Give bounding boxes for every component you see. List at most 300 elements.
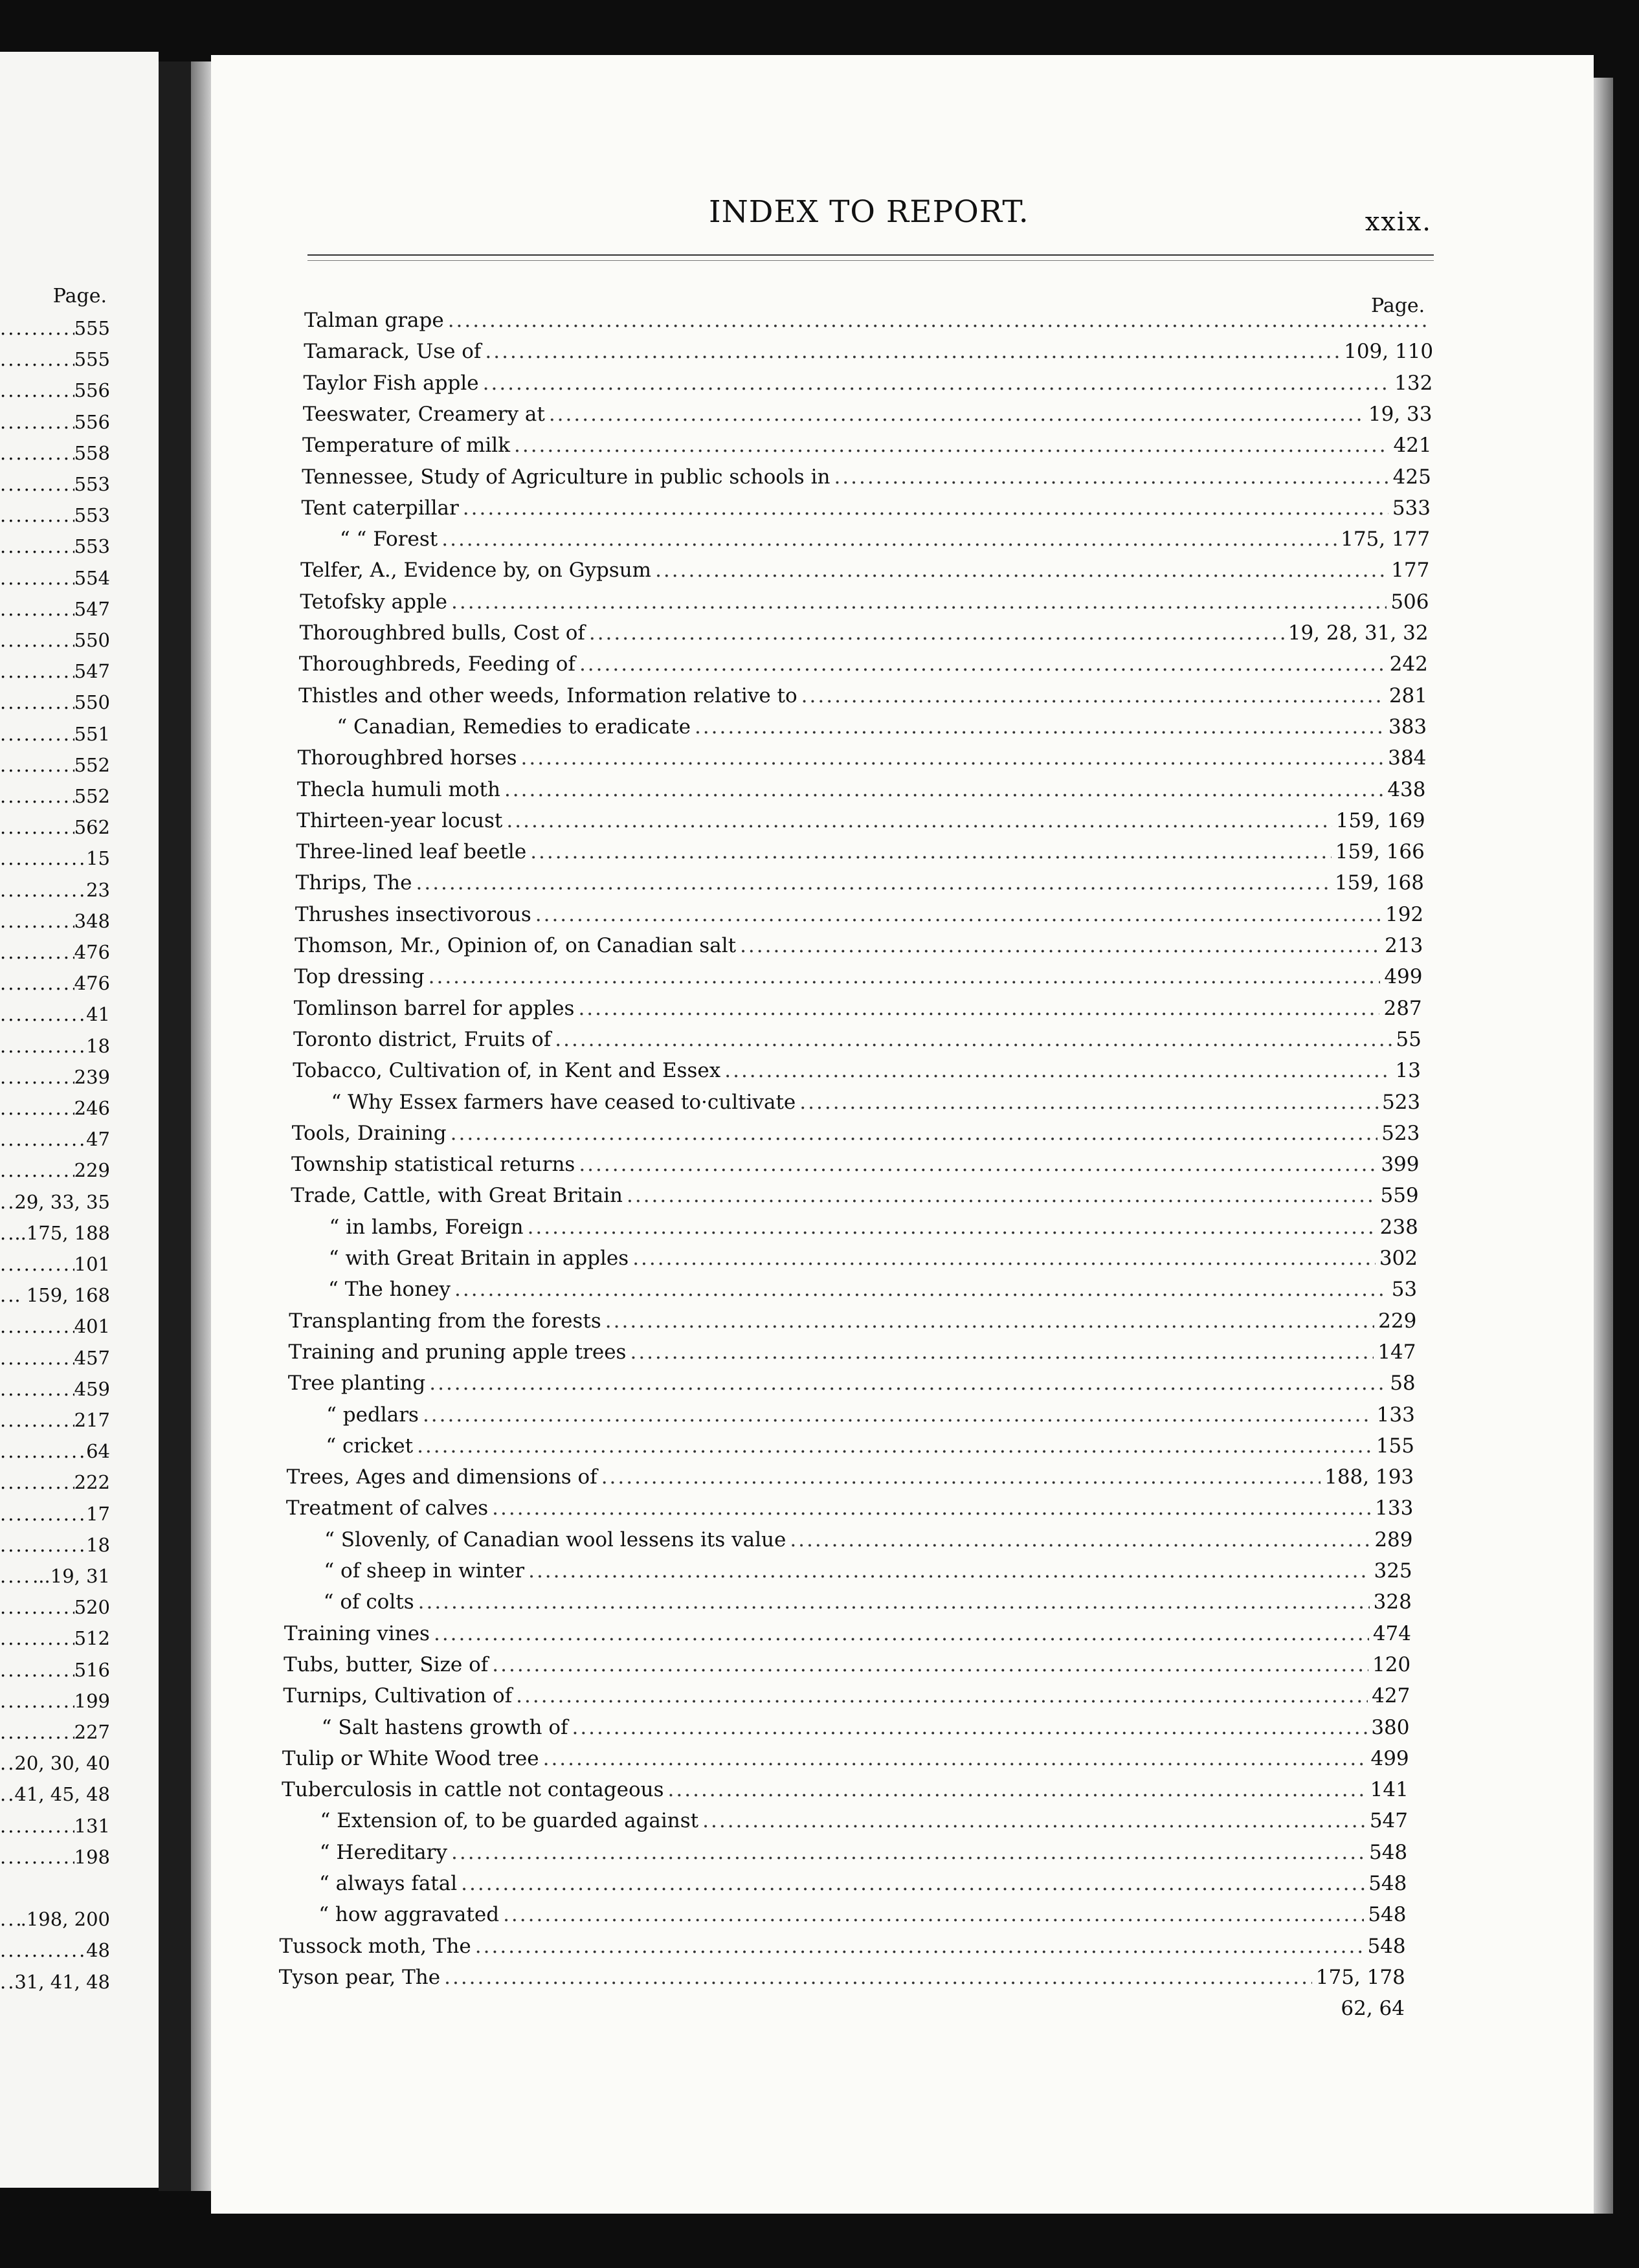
left-page-entry [0,910,110,932]
dot-leader [724,1058,1391,1084]
left-page-number: 17 [86,1502,110,1525]
index-entry [331,1089,1420,1115]
index-entry-text: Thoroughbred bulls, Cost of [299,621,585,645]
index-entry [319,1871,1407,1896]
left-page-number: 476 [74,972,110,995]
index-entry-text: Transplanting from the forests [289,1309,601,1333]
index-entry [326,1433,1414,1459]
index-entry [300,620,1429,646]
index-entry-page: 427 [1372,1684,1410,1708]
left-page-number: 227 [74,1721,110,1743]
left-page-number: 229 [74,1159,110,1182]
index-entry-page: 133 [1375,1496,1414,1520]
dot-leader [834,464,1388,490]
index-entry [293,1027,1422,1052]
dot-leader [492,1652,1368,1678]
index-entry-page: 559 [1380,1184,1419,1208]
left-page-entry [0,1191,110,1213]
page-column-label: Page. [1371,295,1425,317]
index-entry-page: 132 [1394,371,1433,395]
index-entry-page: 175, 177 [1341,528,1431,551]
index-entry-page: 523 [1381,1090,1421,1114]
left-page-number: 131 [74,1814,110,1837]
dot-leader [0,317,74,339]
dot-leader [0,1846,74,1868]
index-entry-page: 147 [1377,1340,1416,1364]
index-entry [283,1683,1410,1709]
page-folio-number: xxix. [1365,207,1432,237]
index-entry-text: Turnips, Cultivation of [283,1684,513,1708]
left-page-number: 553 [74,473,110,495]
index-entry [324,1527,1412,1553]
left-page-number: 199 [74,1689,110,1712]
left-page-number: 547 [74,597,110,620]
index-entry-page: 53 [1391,1278,1418,1302]
left-page-entry [0,723,110,745]
index-entry-page: 159, 169 [1335,808,1425,832]
index-entry-text: Tools, Draining [291,1121,447,1145]
index-entry-page: 548 [1368,1903,1407,1927]
index-entry-text: Training and pruning apple trees [288,1340,627,1364]
left-page-entry [0,1409,110,1431]
header-rule-thin [307,260,1434,261]
index-entry-page: 229 [1378,1309,1417,1333]
dot-leader [0,1347,74,1369]
dot-leader [0,1721,74,1743]
left-page-number: 15 [86,847,110,870]
left-page-entry [0,598,110,620]
dot-leader [528,1214,1376,1240]
left-page-entry [0,629,110,651]
dot-leader [461,1871,1365,1896]
index-entry-text: Taylor Fish apple [303,371,479,395]
index-entry-text: “ with Great Britain in apples [328,1247,629,1270]
dot-leader [418,1589,1370,1615]
index-entry [328,1276,1417,1302]
left-page-number: 516 [74,1658,110,1681]
left-page-entry [0,972,110,994]
index-entry-text: Thecla humuli moth [296,777,500,801]
dot-leader [0,1253,74,1275]
index-entry-text: Thoroughbreds, Feeding of [298,652,575,676]
index-entry [291,1183,1418,1208]
left-page-entry [0,379,110,401]
left-page-number: 222 [74,1471,110,1494]
dot-leader [0,785,74,807]
index-entry-page: 177 [1391,559,1430,583]
index-entry [286,1495,1413,1521]
index-entry [337,714,1427,740]
index-entry [300,589,1429,615]
index-entry [296,808,1425,834]
index-entry-text: Tyson pear, The [278,1965,441,1989]
left-page-number: 556 [74,379,110,402]
index-entry [297,777,1426,803]
index-entry [284,1621,1411,1647]
index-entry-page: 548 [1367,1934,1406,1958]
index-entry-text: “ pedlars [326,1403,419,1427]
left-page-entry [0,754,110,776]
dot-leader [579,1151,1377,1177]
index-entry-page: 213 [1385,934,1423,957]
dot-leader [0,723,74,745]
left-page-entry [0,1035,110,1057]
dot-leader [429,1370,1386,1396]
left-page-entry [0,691,110,713]
dot-leader [444,1964,1312,1990]
index-entry-text: Thistles and other weeds, Information relative to [298,684,797,707]
index-entry-text: Thirteen-year locust [296,808,503,832]
left-page-entry [0,1284,110,1306]
left-page-entry [0,1877,110,1899]
dot-leader [434,1621,1369,1647]
index-entry-text: “ Extension of, to be guarded against [320,1809,699,1833]
dot-leader [702,1808,1366,1834]
index-entry-page: 109, 110 [1344,340,1434,364]
index-entry [303,401,1433,427]
index-entry [324,1589,1412,1615]
left-page-number: 551 [74,722,110,745]
index-entry-page: 242 [1389,652,1428,676]
dot-leader [0,348,74,370]
left-page-entry [0,1846,110,1868]
left-page-entry [0,1908,110,1930]
index-entry-page: 19, 28, 31, 32 [1288,621,1429,645]
left-page-entry [0,941,110,963]
left-page-entry [0,1253,110,1275]
dot-leader [417,1433,1372,1459]
left-page-entry [0,1596,110,1618]
index-entry-page: 155 [1376,1434,1414,1458]
index-entry [289,1308,1416,1334]
dot-leader [0,816,74,838]
left-page-entry [0,1752,110,1774]
left-page-number: 31, 41, 48 [14,1970,110,1993]
left-page-entry [0,567,110,589]
dot-leader [0,1908,21,1930]
dot-leader [0,1627,74,1649]
index-entry-text: Tree planting [287,1372,426,1395]
index-entry-text: “ Hereditary [319,1840,447,1864]
dot-leader [475,1933,1364,1959]
dot-leader [0,879,86,901]
dot-leader [451,589,1387,615]
left-page-entry [0,660,110,682]
index-entry-text: Thoroughbred horses [297,746,517,770]
dot-leader [454,1276,1388,1302]
left-page-entry [0,1783,110,1805]
index-entry-page: 425 [1392,465,1431,489]
dot-leader [0,1159,74,1181]
left-page-entry [0,847,110,869]
dot-leader [0,1939,86,1961]
index-entry-page: 55 [1396,1027,1422,1051]
left-page-number: 554 [74,566,110,589]
index-entry-text: Township statistical returns [291,1153,575,1177]
index-entry [295,933,1423,959]
index-entry [296,870,1424,896]
left-page-number: 217 [74,1409,110,1431]
left-page-number: 348 [74,909,110,932]
index-entry [296,839,1424,865]
index-entry [302,495,1431,521]
dot-leader [451,1120,1378,1146]
left-page [0,52,159,2188]
dot-leader [0,972,74,994]
left-page-entry [0,1378,110,1400]
dot-leader [429,964,1381,990]
left-page-number: 23 [86,878,110,901]
index-entry [324,1558,1412,1584]
index-entry-text: “ The honey [328,1278,451,1302]
index-entry [282,1777,1409,1803]
index-entry [282,1746,1409,1772]
left-page-entry [0,1815,110,1837]
index-entry-page: 281 [1388,684,1427,707]
index-entry-page: 289 [1374,1528,1413,1551]
index-entry-page: 421 [1393,434,1432,458]
dot-leader [605,1308,1374,1334]
index-entry-page: 384 [1388,746,1427,770]
dot-leader [521,745,1385,771]
index-entry [302,432,1432,458]
dot-leader [0,1690,74,1712]
index-entry-text: “ Why Essex farmers have ceased to·cultivate [331,1090,796,1114]
dot-leader [668,1777,1366,1803]
left-page-entry [0,1565,110,1587]
index-entry [326,1402,1415,1428]
dot-leader [627,1183,1376,1208]
dot-leader [0,1066,74,1088]
page-curve-shadow [191,61,212,2191]
dot-leader [0,1971,14,1993]
index-entry [298,745,1427,771]
dot-leader [549,401,1365,427]
dot-leader [0,379,74,401]
left-page-number: 401 [74,1315,110,1338]
index-entry-text: Telfer, A., Evidence by, on Gypsum [300,559,652,583]
left-page-entry [0,1659,110,1681]
left-page-number: .198, 200 [20,1908,110,1931]
index-entry-text: “ in lambs, Foreign [329,1215,524,1239]
dot-leader [492,1495,1371,1521]
dot-leader [0,1503,86,1525]
left-page-number: 552 [74,753,110,776]
left-page-entry [0,1222,110,1244]
dot-leader [0,660,74,682]
index-entry-page: 238 [1379,1215,1418,1239]
dot-leader [0,754,74,776]
dot-leader [0,1284,14,1306]
index-entry [295,902,1423,928]
left-page-entry [0,317,110,339]
index-entry-text: Three-lined leaf beetle [296,840,527,864]
left-page-entry [0,816,110,838]
index-entry [320,1808,1408,1834]
dot-leader [0,598,74,620]
dot-leader [555,1027,1392,1052]
dot-leader [0,535,74,557]
dot-leader [0,847,86,869]
left-page-number: 555 [74,348,110,371]
dot-leader [601,1464,1321,1490]
index-entry-page: 438 [1387,777,1426,801]
left-page-number: ..175, 188 [14,1221,110,1244]
dot-leader [506,808,1332,834]
left-page-number: 550 [74,691,110,714]
dot-leader [441,526,1337,552]
left-page-entry [0,1627,110,1649]
index-entry [318,1902,1406,1928]
index-entry-text: Temperature of milk [302,434,510,458]
index-entry-page: 159, 168 [1334,871,1424,895]
left-page-number: 459 [74,1377,110,1400]
dot-leader [514,432,1390,458]
left-page-number: 29, 33, 35 [14,1190,110,1213]
left-page-number: 552 [74,785,110,807]
dot-leader [0,1191,14,1213]
left-page-number: 550 [74,629,110,651]
dot-leader [483,370,1391,396]
left-page-number: 512 [74,1627,110,1650]
index-entry [291,1151,1420,1177]
index-entry-text: Tobacco, Cultivation of, in Kent and Essex [293,1059,721,1083]
left-page-number: . 159, 168 [14,1284,110,1307]
dot-leader [572,1715,1367,1740]
index-entry [279,1933,1405,1959]
index-entry-text: Talman grape [304,309,444,332]
index-entry-page: 287 [1383,996,1422,1020]
index-entry-text: Tuberculosis in cattle not contageous [282,1778,664,1802]
left-page-entry [0,504,110,526]
left-page-number: 18 [86,1034,110,1057]
left-page-number: 457 [74,1346,110,1369]
index-entry [287,1464,1414,1490]
dot-leader [503,1902,1364,1928]
book-gutter [159,61,191,2191]
dot-leader [535,902,1381,928]
dot-leader [0,1003,86,1025]
left-page-number: 520 [74,1596,110,1619]
header-rule [307,254,1434,256]
left-page-number: 556 [74,410,110,433]
dot-leader [423,1402,1373,1428]
index-entry [294,995,1422,1021]
dot-leader [0,1035,86,1057]
index-entry-page: 192 [1385,902,1424,926]
index-entry-text: Top dressing [294,965,425,989]
index-entry-text: Tussock moth, The [279,1934,471,1958]
dot-leader [0,1596,74,1618]
index-entry [304,370,1433,396]
dot-leader [0,1471,74,1493]
index-entry [288,1370,1416,1396]
left-page-entry [0,1503,110,1525]
dot-leader [0,691,74,713]
left-page-number: 239 [74,1065,110,1088]
left-page-entry [0,1003,110,1025]
dot-leader [0,1378,74,1400]
index-entry-page: 547 [1369,1809,1408,1833]
dot-leader [632,1245,1376,1271]
left-page-number: 101 [74,1253,110,1275]
index-entry [289,1339,1416,1365]
index-entry-text: Toronto district, Fruits of [293,1027,552,1051]
index-entry-text: “ Canadian, Remedies to eradicate [337,715,691,739]
dot-leader [790,1527,1370,1553]
dot-leader [0,1222,14,1244]
left-page-number: 18 [86,1533,110,1556]
left-page-entry [0,1690,110,1712]
index-entry-page: 62, 64 [1341,1997,1405,2021]
index-entry-page: 159, 166 [1335,840,1425,864]
left-page-number: 41, 45, 48 [14,1783,110,1806]
dot-leader [0,1752,14,1774]
index-entry-text: Tomlinson barrel for apples [293,996,575,1020]
index-entry-text: Trees, Ages and dimensions of [286,1465,597,1489]
index-entry [302,464,1431,490]
index-entry-page: 325 [1374,1559,1412,1583]
left-page-entry [0,1159,110,1181]
index-entry [329,1214,1418,1240]
dot-leader [0,442,74,464]
index-entry-page: 188, 193 [1324,1465,1414,1489]
dot-leader [0,1534,86,1556]
dot-leader [579,651,1386,677]
index-entry-page: 141 [1370,1778,1409,1802]
index-entry [304,339,1433,364]
index-entry-page: 474 [1372,1621,1411,1645]
left-page-entry [0,1440,110,1462]
index-entry-page: 523 [1381,1121,1420,1145]
index-entry-page: 120 [1372,1652,1411,1676]
index-entry [293,1058,1421,1084]
left-page-number: 553 [74,504,110,527]
index-entry-text: “ of colts [323,1590,414,1614]
index-entry-text: “ of sheep in winter [324,1559,525,1583]
left-page-entry [0,879,110,901]
left-page-number: 64 [86,1440,110,1463]
index-entry-page: 499 [1384,965,1423,989]
index-entry [278,1996,1405,2021]
index-entry-page: 383 [1388,715,1427,739]
page-header-title: INDEX TO REPORT. [709,194,1029,230]
dot-leader [528,1558,1370,1584]
index-entry-page: 380 [1371,1715,1410,1739]
index-entry-page: 58 [1390,1372,1416,1395]
dot-leader [0,567,74,589]
index-entry [298,683,1427,709]
left-page-entry [0,1721,110,1743]
index-entry-page: 499 [1370,1746,1409,1770]
index-entry [322,1715,1410,1740]
dot-leader [530,839,1332,865]
dot-leader [0,1783,14,1805]
left-page-entry [0,1347,110,1369]
index-entry-text: Tennessee, Study of Agriculture in public schools in [302,465,831,489]
dot-leader [0,473,74,495]
dot-leader [516,1683,1368,1709]
index-entry [340,526,1430,552]
index-entry-text: Thrushes insectivorous [295,902,531,926]
index-entry-text: Thomson, Mr., Opinion of, on Canadian salt [295,934,737,957]
index-entry-text: “ Salt hastens growth of [321,1715,568,1739]
dot-leader [799,1089,1378,1115]
dot-leader [0,910,74,932]
index-entry-text: Treatment of calves [285,1496,489,1520]
index-entry [292,1120,1420,1146]
dot-leader [543,1746,1367,1772]
